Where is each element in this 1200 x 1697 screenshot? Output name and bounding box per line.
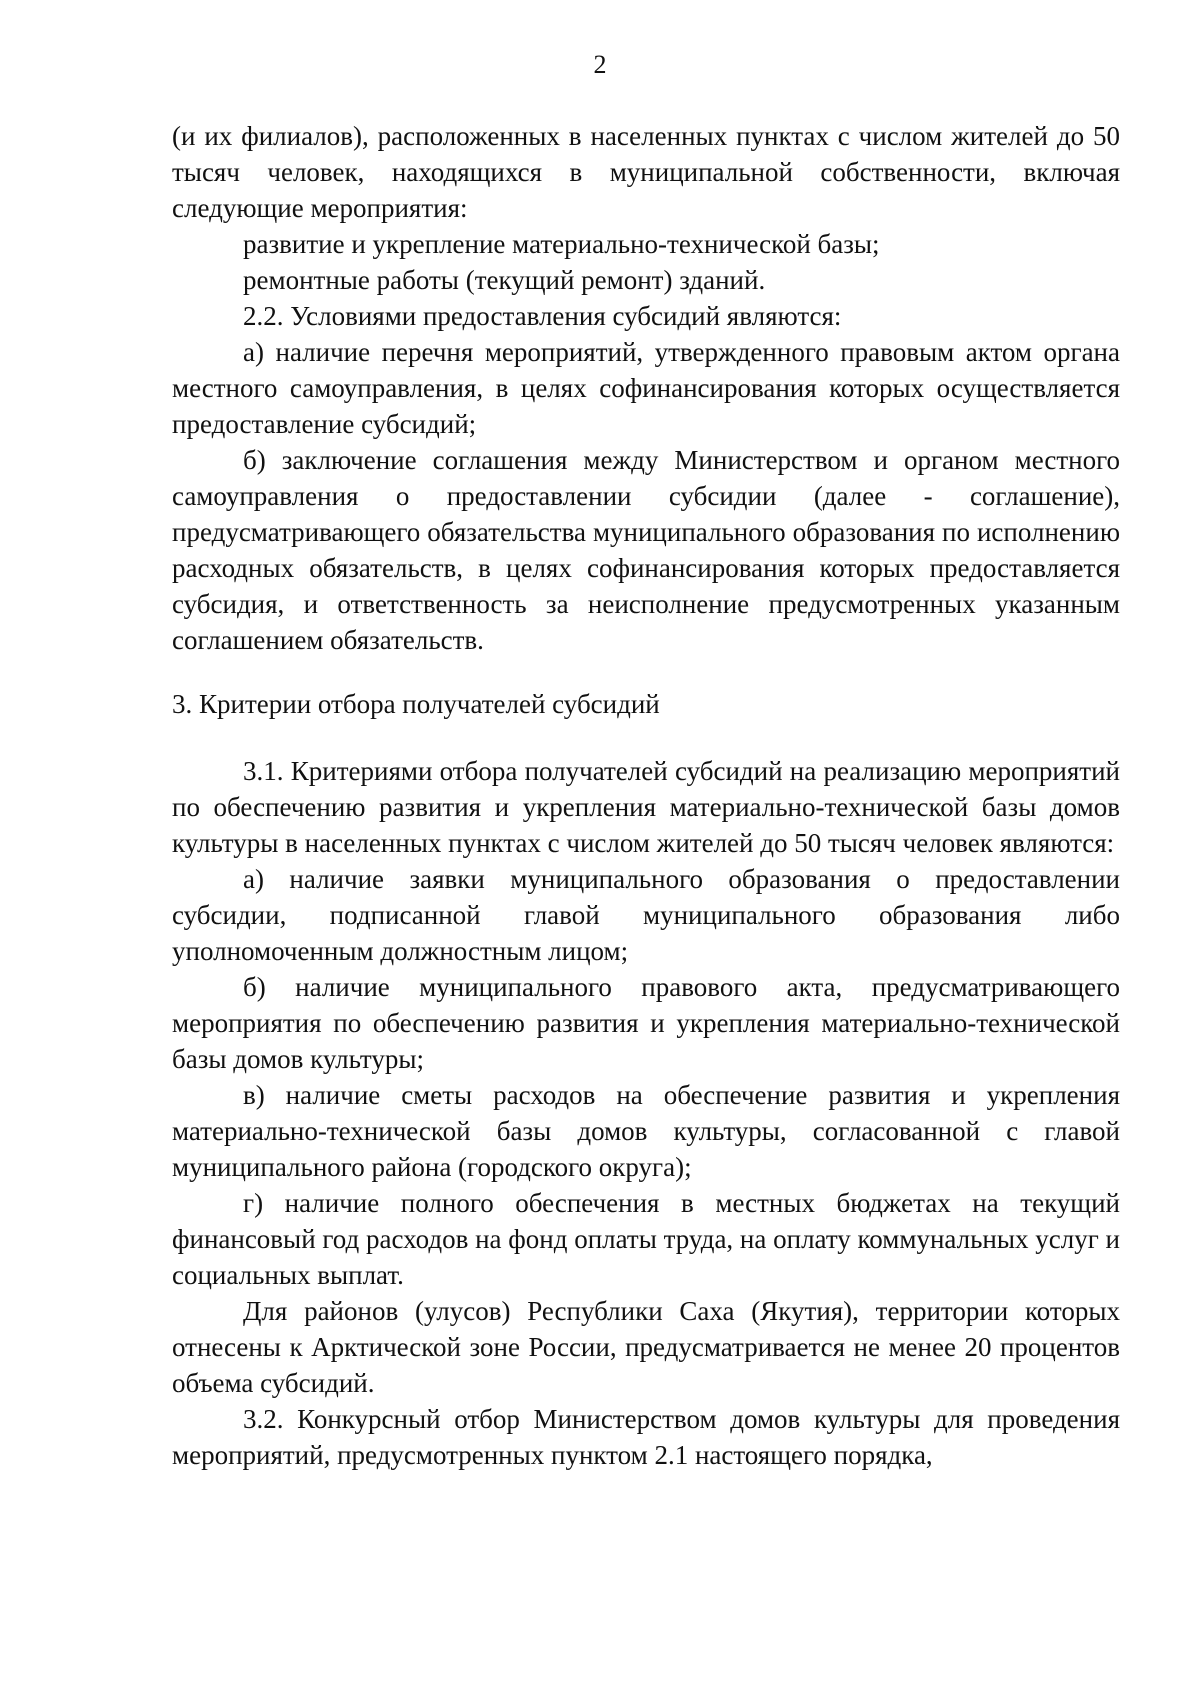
section-heading-3: 3. Критерии отбора получателей субсидий: [172, 689, 660, 719]
paragraph-3-2: 3.2. Конкурсный отбор Министерством домов культуры для проведения мероприятий, предусмотренных пунктом 2.1 настоящего порядка,: [172, 1404, 1120, 1470]
paragraph-3-1: 3.1. Критериями отбора получателей субсидий на реализацию мероприятий по обеспечению развития и укрепления материально-технической базы домов культуры в населенных пунктах с числом жителей до 50 тысяч человек являются:: [172, 756, 1120, 858]
paragraph-3-1-b: б) наличие муниципального правового акта, предусматривающего мероприятия по обеспечению развития и укрепления материально-технической базы домов культуры;: [172, 972, 1120, 1074]
document-body: [172, 118, 1120, 1473]
paragraph-2-2: 2.2. Условиями предоставления субсидий являются:: [243, 301, 842, 331]
paragraph-measure-1: развитие и укрепление материально-технической базы;: [243, 229, 880, 259]
paragraph-3-1-g: г) наличие полного обеспечения в местных бюджетах на текущий финансовый год расходов на фонд оплаты труда, на оплату коммунальных услуг и социальных выплат.: [172, 1188, 1120, 1290]
paragraph-3-1-v: в) наличие сметы расходов на обеспечение развития и укрепления материально-технической базы домов культуры, согласованной с главой муниципального района (городского округа);: [172, 1080, 1120, 1182]
paragraph-measure-2: ремонтные работы (текущий ремонт) зданий.: [243, 265, 766, 295]
paragraph-arctic-note: Для районов (улусов) Республики Саха (Якутия), территории которых отнесены к Арктической зоне России, предусматривается не менее 20 процентов объема субсидий.: [172, 1296, 1120, 1398]
paragraph-2-2-a: а) наличие перечня мероприятий, утвержденного правовым актом органа местного самоуправления, в целях софинансирования которых осуществляется предоставление субсидий;: [172, 337, 1120, 439]
paragraph-2-2-b: б) заключение соглашения между Министерством и органом местного самоуправления о предоставлении субсидии (далее - соглашение), предусматривающего обязательства муниципального образования по исполнению расходных обязательств, в целях софинансирования которых предоставляется субсидия, и ответственность за неисполнение предусмотренных указанным соглашением обязательств.: [172, 445, 1120, 655]
paragraph-3-1-a: а) наличие заявки муниципального образования о предоставлении субсидии, подписанной главой муниципального образования либо уполномоченным должностным лицом;: [172, 864, 1120, 966]
page-number: 2: [593, 50, 607, 79]
paragraph-continuation: (и их филиалов), расположенных в населенных пунктах с числом жителей до 50 тысяч человек, находящихся в муниципальной собственности, включая следующие мероприятия:: [172, 121, 1120, 223]
